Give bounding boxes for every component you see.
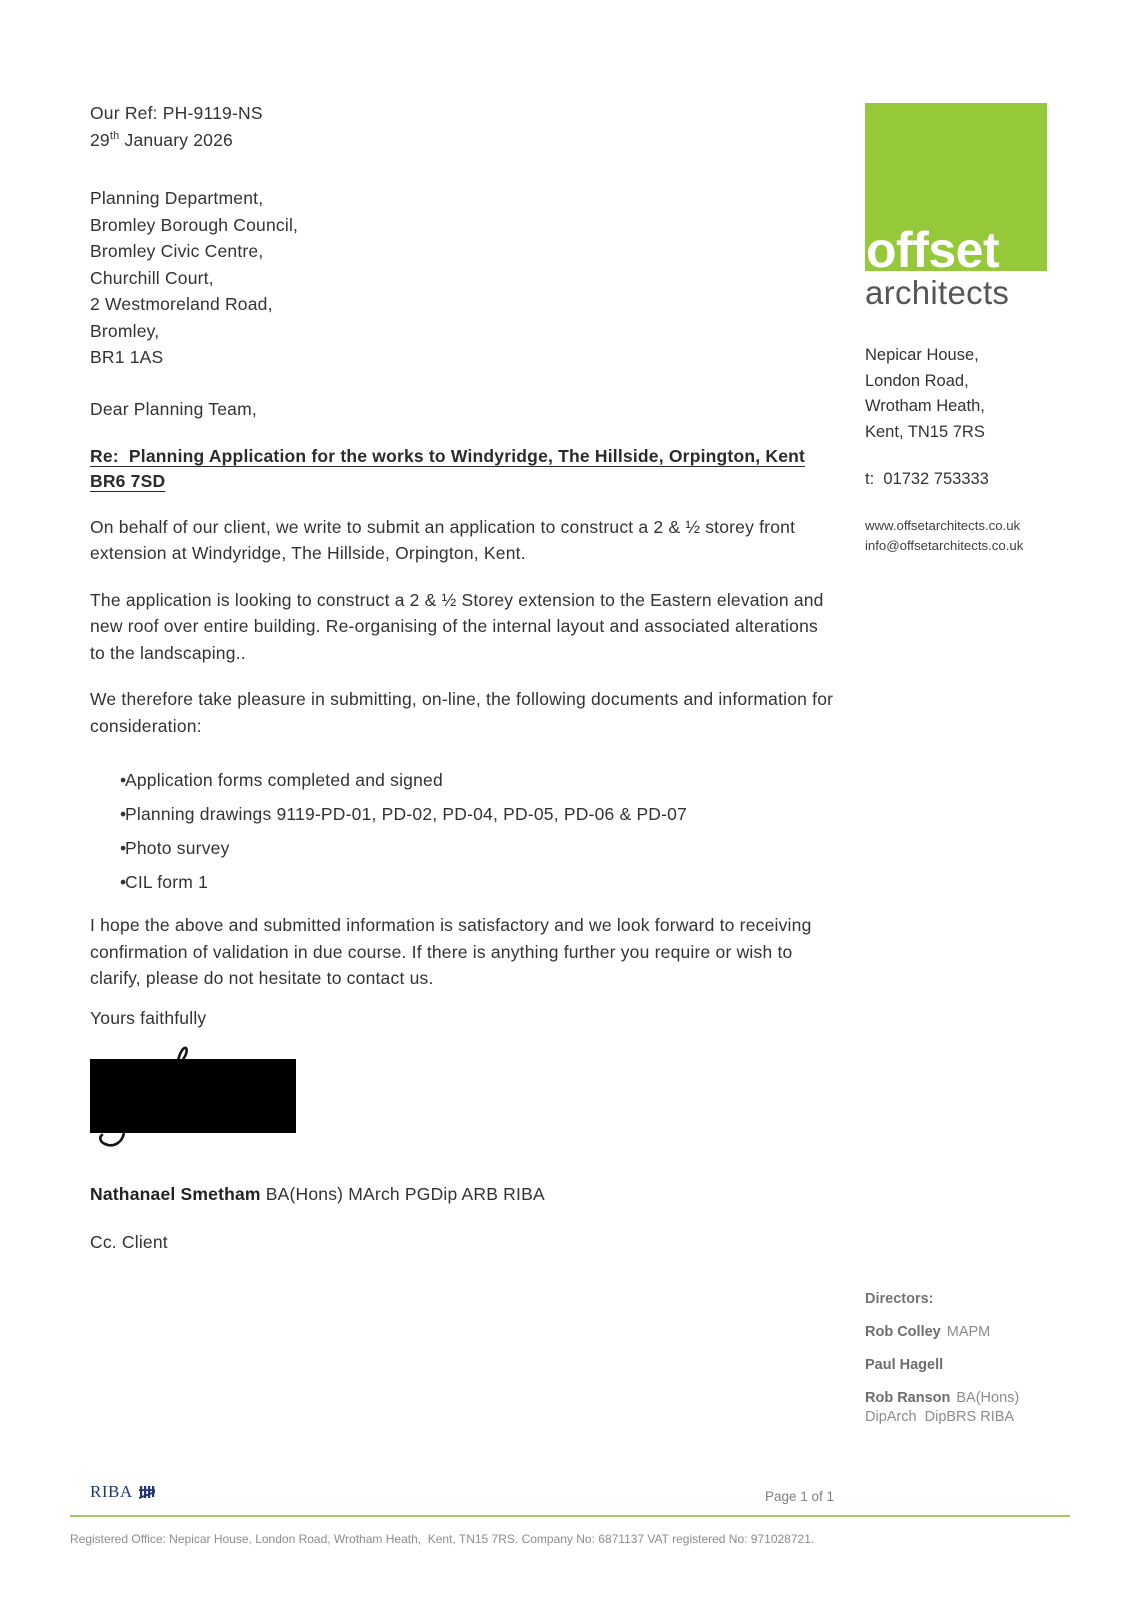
address-line: Kent, TN15 7RS <box>865 422 985 441</box>
recipient-line: Bromley Civic Centre, <box>90 241 264 261</box>
paragraph: On behalf of our client, we write to submit an application to construct a 2 & ½ storey front extension at Windyridge, The Hillside, Orpington, Kent. <box>90 516 796 563</box>
offset-architects-logo <box>865 103 1047 278</box>
riba-portcullis-icon <box>139 1485 155 1500</box>
subject-heading <box>90 444 838 494</box>
recipient-line: Churchill Court, <box>90 267 214 288</box>
letterhead-sidebar <box>865 103 1095 555</box>
letter-date <box>90 127 838 154</box>
footer-divider <box>70 1515 1070 1517</box>
company-address <box>865 343 1095 445</box>
list-item-text: CIL form 1 <box>125 872 209 892</box>
list-item <box>90 768 838 793</box>
subject-line-1: Re: Planning Application for the works to Windyridge, The Hillside, Orpington, Kent <box>90 445 806 466</box>
recipient-line: BR1 1AS <box>90 347 164 367</box>
signatory <box>90 1181 838 1208</box>
subject-line-2: BR6 7SD <box>90 470 166 491</box>
director-name: Rob Ranson <box>865 1390 951 1406</box>
salutation: Dear Planning Team, <box>90 398 257 419</box>
director-name: Paul Hagell <box>865 1357 944 1373</box>
recipient-line: Bromley Borough Council, <box>90 214 299 235</box>
list-item-text: Application forms completed and signed <box>125 770 443 790</box>
document-list <box>90 768 838 895</box>
signoff: Yours faithfully <box>90 1007 207 1028</box>
list-item-text: Planning drawings 9119-PD-01, PD-02, PD-04, PD-05, PD-06 & PD-07 <box>125 804 688 824</box>
bullet-icon: • <box>120 838 127 858</box>
signature-redaction-box <box>90 1059 296 1133</box>
list-item-text: Photo survey <box>125 838 230 858</box>
address-line: London Road, <box>865 371 969 390</box>
riba-text: RIBA <box>90 1482 133 1501</box>
director-qualifications: BA(Hons) <box>956 1390 1020 1406</box>
date-month-year: January 2026 <box>119 130 233 150</box>
bullet-icon: • <box>120 804 127 824</box>
signatory-qualifications: BA(Hons) MArch PGDip ARB RIBA <box>260 1183 545 1204</box>
page-number: Page 1 of 1 <box>765 1489 835 1504</box>
paragraph: We therefore take pleasure in submitting, on-line, the following documents and information for consideration: <box>90 689 834 736</box>
address-line: Wrotham Heath, <box>865 397 985 415</box>
directors-block <box>865 1290 1115 1428</box>
director-entry <box>865 1323 1115 1341</box>
list-item <box>90 802 838 827</box>
date-day: 29 <box>90 130 110 150</box>
logo-wordmark: offset <box>866 222 1000 278</box>
paragraph: The application is looking to construct a 2 & ½ Storey extension to the Eastern elevation and new roof over entire building. Re-organising of the internal layout and associated alterations to the landscaping.. <box>90 589 824 663</box>
signatory-name: Nathanael Smetham <box>90 1183 261 1204</box>
signature-area <box>90 1044 320 1150</box>
list-item <box>90 836 838 861</box>
website-url: www.offsetarchitects.co.uk <box>865 518 1021 533</box>
bullet-icon: • <box>120 872 127 892</box>
director-qualifications: MAPM <box>946 1324 991 1340</box>
cc-line: Cc. Client <box>90 1231 168 1252</box>
recipient-address <box>90 185 838 371</box>
registered-office-line: Registered Office: Nepicar House, London Road, Wrotham Heath, Kent, TN15 7RS. Company No: 6871137 VAT registered No: 971028721. <box>70 1532 815 1546</box>
address-line: Nepicar House, <box>865 346 979 364</box>
letter-body <box>90 100 838 1256</box>
director-entry <box>865 1356 1115 1374</box>
logo-subtitle: architects <box>865 274 1010 311</box>
date-ordinal: th <box>109 130 120 143</box>
riba-logo <box>90 1482 155 1502</box>
closing-paragraph: I hope the above and submitted information is satisfactory and we look forward to receiving confirmation of validation in due course. If there is anything further you require or wish to clarify, please do not hesitate to contact us. <box>90 915 812 988</box>
our-ref: Our Ref: PH-9119-NS <box>90 103 263 123</box>
email-address: info@offsetarchitects.co.uk <box>865 537 1024 553</box>
director-entry <box>865 1389 1115 1428</box>
contact-links <box>865 516 1095 555</box>
director-qualifications: DipArch DipBRS RIBA <box>865 1409 1015 1425</box>
bullet-icon: • <box>120 770 127 790</box>
directors-label: Directors: <box>865 1291 934 1307</box>
recipient-line: Bromley, <box>90 320 160 341</box>
recipient-line: Planning Department, <box>90 188 264 208</box>
recipient-line: 2 Westmoreland Road, <box>90 294 273 314</box>
list-item <box>90 870 838 895</box>
director-name: Rob Colley <box>865 1324 941 1340</box>
phone-number: t: 01732 753333 <box>865 470 989 488</box>
